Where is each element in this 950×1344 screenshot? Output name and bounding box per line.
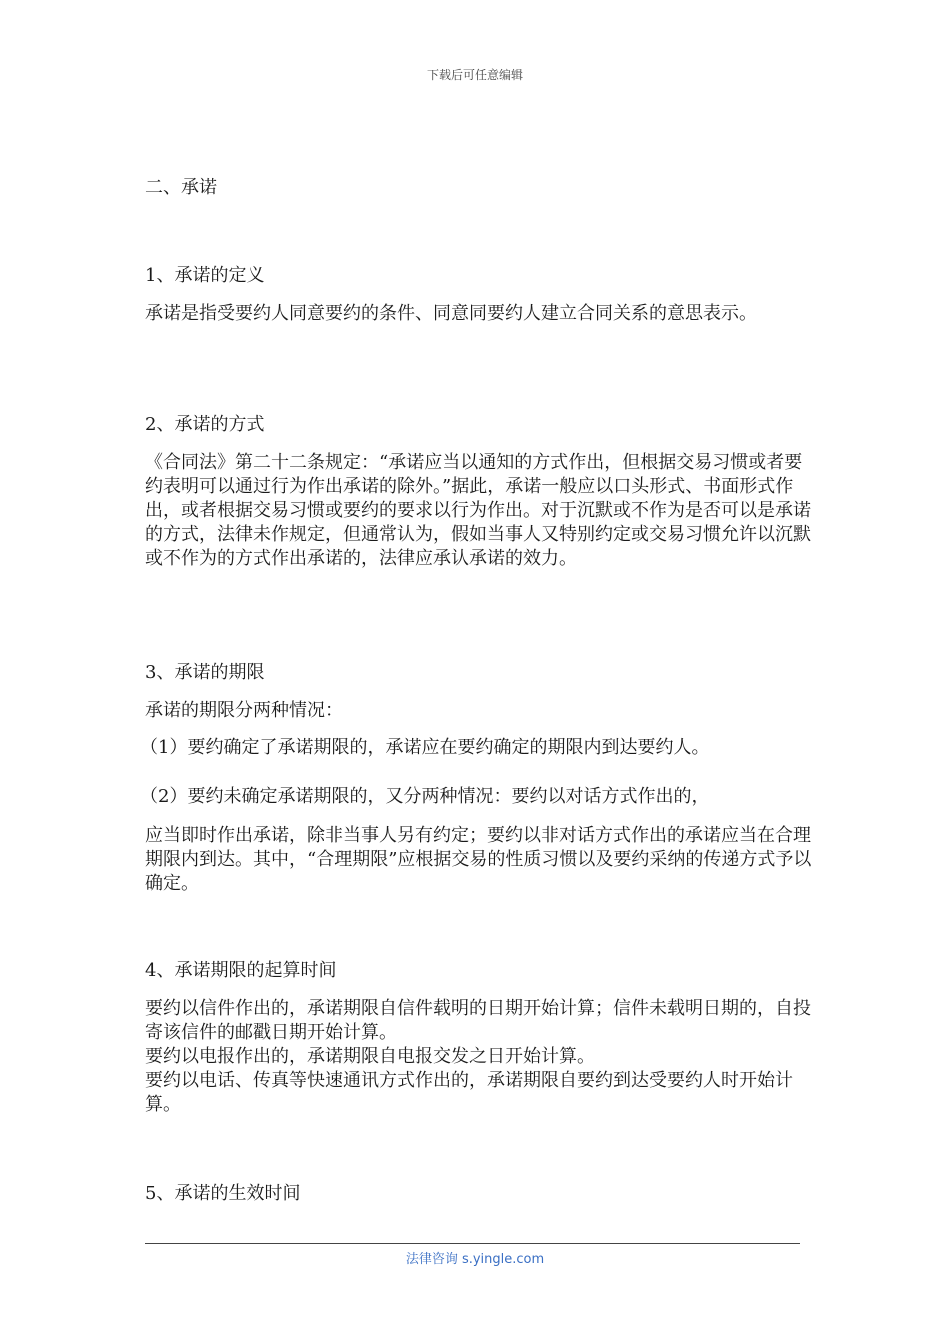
- paragraph-method: 《合同法》第二十二条规定：“承诺应当以通知的方式作出，但根据交易习惯或者要约表明可以通过行为作出承诺的除外。”据此，承诺一般应以口头形式、书面形式作出，或者根据交易习惯或要约的要求以行为作出。对于沉默或不作为是否可以是承诺的方式，法律未作规定，但通常认为，假如当事人又特别约定或交易习惯允许以沉默或不作为的方式作出承诺的，法律应承认承诺的效力。: [145, 452, 811, 569]
- heading-effective-time: 5、承诺的生效时间: [145, 1183, 301, 1204]
- paragraph-period-case-2: （2）要约未确定承诺期限的，又分两种情况：要约以对话方式作出的，: [140, 786, 710, 807]
- heading-period: 3、承诺的期限: [145, 662, 265, 683]
- header-note: 下载后可任意编辑: [426, 68, 523, 82]
- paragraph-period-intro: 承诺的期限分两种情况：: [145, 700, 343, 721]
- heading-method: 2、承诺的方式: [145, 414, 265, 435]
- footer-link[interactable]: 法律咨询 s.yingle.com: [405, 1252, 545, 1267]
- section-title: 二、承诺: [145, 177, 217, 198]
- paragraph-start-time-telegram: 要约以电报作出的，承诺期限自电报交发之日开始计算。: [145, 1046, 595, 1067]
- heading-definition: 1、承诺的定义: [145, 265, 265, 286]
- paragraph-period-case-1: （1）要约确定了承诺期限的，承诺应在要约确定的期限内到达要约人。: [140, 737, 710, 758]
- paragraph-start-time-telephone: 要约以电话、传真等快速通讯方式作出的，承诺期限自要约到达受要约人时开始计算。: [145, 1070, 793, 1115]
- footer-divider: [145, 1243, 800, 1244]
- paragraph-start-time-letter: 要约以信件作出的，承诺期限自信件载明的日期开始计算；信件未载明日期的，自投寄该信件的邮戳日期开始计算。: [145, 998, 811, 1043]
- paragraph-period-case-2-cont: 应当即时作出承诺，除非当事人另有约定；要约以非对话方式作出的承诺应当在合理期限内到达。其中，“合理期限”应根据交易的性质习惯以及要约采纳的传递方式予以确定。: [145, 825, 812, 894]
- heading-start-time: 4、承诺期限的起算时间: [145, 960, 337, 981]
- paragraph-definition: 承诺是指受要约人同意要约的条件、同意同要约人建立合同关系的意思表示。: [145, 303, 757, 324]
